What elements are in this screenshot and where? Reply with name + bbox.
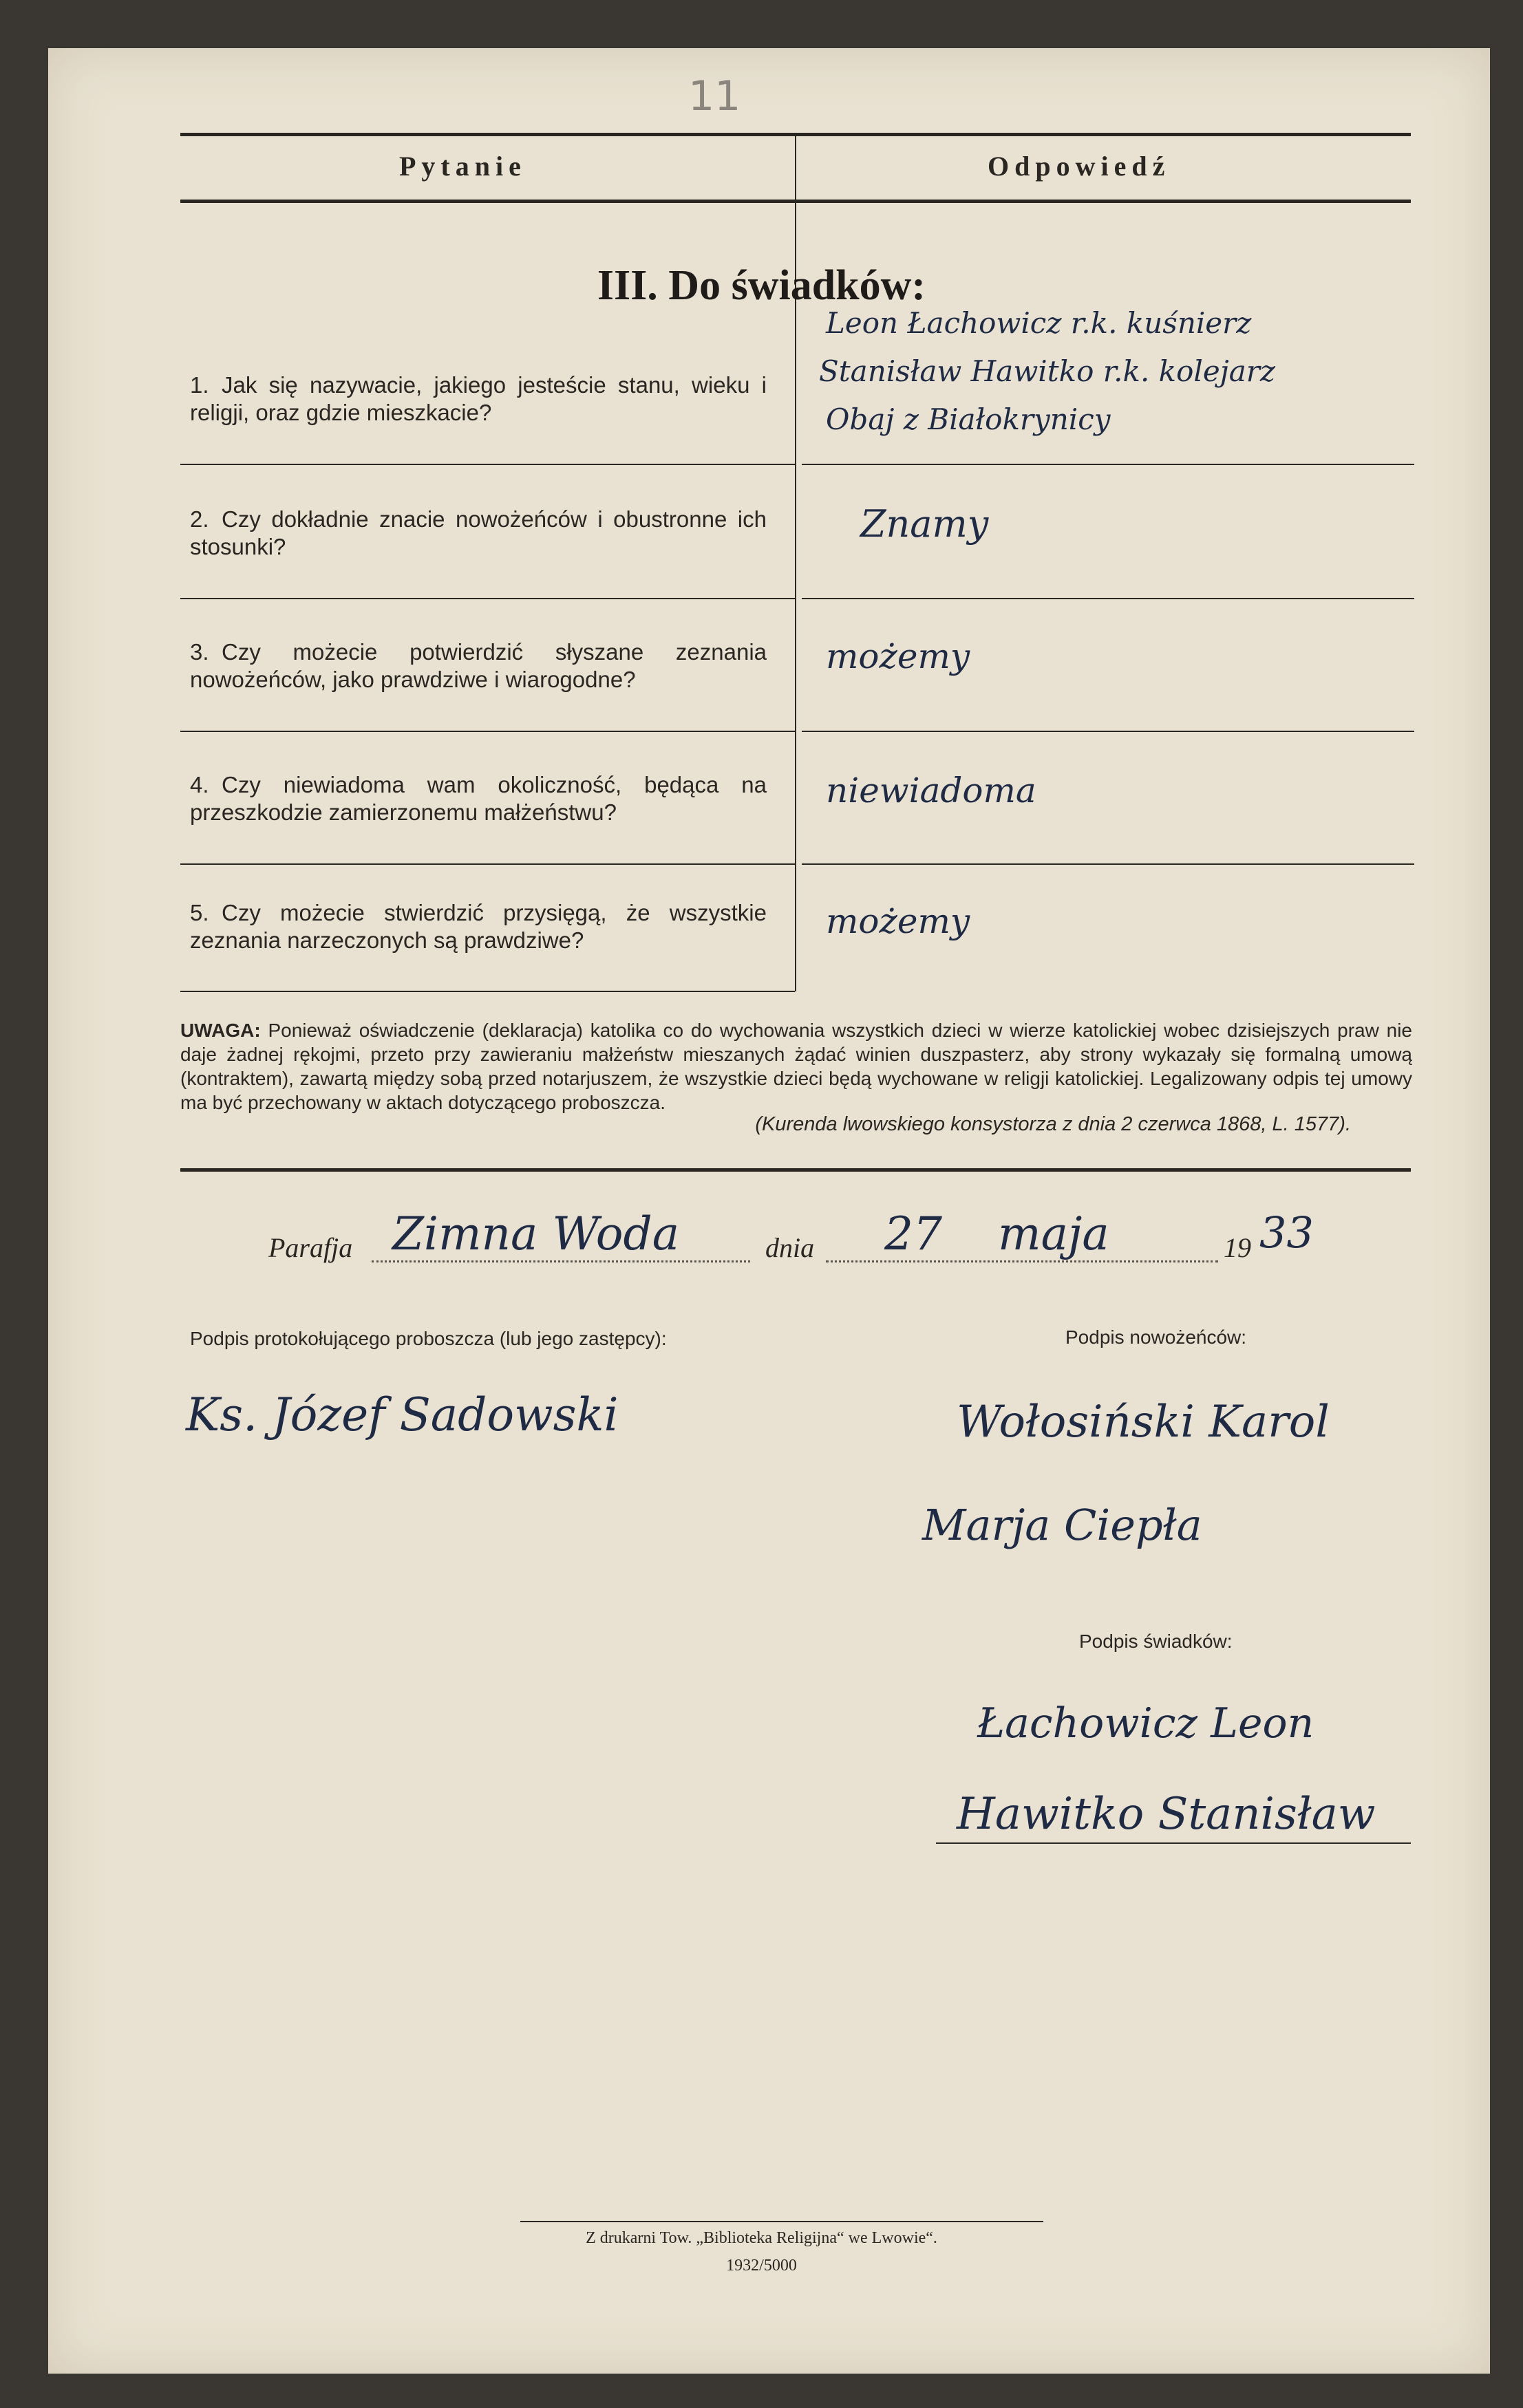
- witness-2-signature: Hawitko Stanisław: [957, 1789, 1376, 1840]
- row-separator-4-answer: [802, 863, 1414, 865]
- answer-1-line-2: Stanisław Hawitko r.k. kolejarz: [819, 354, 1275, 388]
- witness-signature-rule: [936, 1842, 1411, 1844]
- answer-5: możemy: [826, 901, 970, 941]
- parish-dotted-line: [372, 1260, 750, 1262]
- row-separator-2: [180, 598, 795, 599]
- parish-value: Zimna Woda: [392, 1207, 680, 1260]
- row-separator-4: [180, 863, 795, 865]
- printer-imprint: Z drukarni Tow. „Biblioteka Religijna“ we Lwowie“.: [586, 2229, 937, 2247]
- day-label: dnia: [765, 1232, 815, 1263]
- row-separator-3: [180, 731, 795, 732]
- row-separator-1-answer: [802, 464, 1414, 465]
- month-value: maja: [998, 1207, 1109, 1260]
- answer-1-line-3: Obaj z Białokrynicy: [826, 402, 1111, 436]
- witness-1-signature: Łachowicz Leon: [977, 1699, 1314, 1748]
- question-text: Czy możecie stwierdzić przysięgą, że wszystkie zeznania narzeczonych są prawdziwe?: [190, 900, 767, 953]
- question-2: [190, 506, 767, 561]
- question-text: Jak się nazywacie, jakiego jesteście stanu, wieku i religji, oraz gdzie mieszkacie?: [190, 372, 767, 425]
- question-3: [190, 638, 767, 694]
- table-bottom-rule: [180, 991, 795, 992]
- witnesses-signature-label: Podpis świadków:: [1079, 1631, 1233, 1652]
- spouse-2-signature: Marja Ciepła: [922, 1500, 1202, 1550]
- scan-background: [0, 2374, 1523, 2408]
- answer-2: Znamy: [860, 502, 989, 546]
- footer-rule: [520, 2221, 1043, 2222]
- section-title: III. Do świadków:: [597, 262, 926, 309]
- year-prefix: 19: [1224, 1232, 1251, 1263]
- question-number: 5.: [190, 900, 209, 925]
- header-answer: Odpowiedź: [988, 151, 1171, 182]
- edition-number: 1932/5000: [726, 2257, 797, 2275]
- question-number: 2.: [190, 506, 209, 532]
- question-text: Czy dokładnie znacie nowożeńców i obustronne ich stosunki?: [190, 506, 767, 559]
- priest-signature: Ks. Józef Sadowski: [186, 1388, 619, 1441]
- priest-signature-label: Podpis protokołującego proboszcza (lub jego zastępcy):: [190, 1328, 667, 1349]
- question-4: [190, 771, 767, 826]
- question-5: [190, 899, 767, 954]
- note-text: Ponieważ oświadczenie (deklaracja) katolika co do wychowania wszystkich dzieci w wierze katolickiej wobec dzisiejszych praw nie daje żadnej rękojmi, przeto przy zawieraniu małżeństw mieszanych żądać winien duszpasterz, aby strony wykazały się formalną umową (kontraktem), zawartą między sobą przed notarjuszem, że wszystkie dzieci będą wychowane w religji katolickiej. Legalizowany odpis tej umowy ma być przechowany w aktach dotyczącego proboszcza.: [180, 1020, 1413, 1113]
- header-question: Pytanie: [399, 151, 526, 182]
- answer-4: niewiadoma: [826, 771, 1036, 810]
- separator-double-top: [180, 1168, 1411, 1172]
- question-text: Czy niewiadoma wam okoliczność, będąca na przeszkodzie zamierzonemu małżeństwu?: [190, 772, 767, 825]
- answer-1-line-1: Leon Łachowicz r.k. kuśnierz: [826, 306, 1252, 340]
- question-1: [190, 372, 767, 427]
- row-separator-1: [180, 464, 795, 465]
- question-number: 3.: [190, 639, 209, 665]
- spouses-signature-label: Podpis nowożeńców:: [1065, 1326, 1247, 1348]
- note-label: UWAGA:: [180, 1020, 261, 1041]
- pencil-page-number: 11: [688, 72, 741, 120]
- question-number: 4.: [190, 772, 209, 797]
- day-value: 27: [884, 1207, 942, 1260]
- year-value: 33: [1259, 1207, 1314, 1258]
- row-separator-3-answer: [802, 731, 1414, 732]
- question-number: 1.: [190, 372, 209, 398]
- row-separator-2-answer: [802, 598, 1414, 599]
- question-text: Czy możecie potwierdzić słyszane zeznania nowożeńców, jako prawdziwe i wiarogodne?: [190, 639, 767, 692]
- parish-label: Parafja: [268, 1232, 353, 1263]
- spouse-1-signature: Wołosiński Karol: [957, 1397, 1330, 1448]
- note-citation: (Kurenda lwowskiego konsystorza z dnia 2 czerwca 1868, L. 1577).: [755, 1113, 1351, 1135]
- answer-3: możemy: [826, 636, 970, 676]
- note-paragraph: [180, 1018, 1412, 1115]
- date-dotted-line: [826, 1260, 1218, 1262]
